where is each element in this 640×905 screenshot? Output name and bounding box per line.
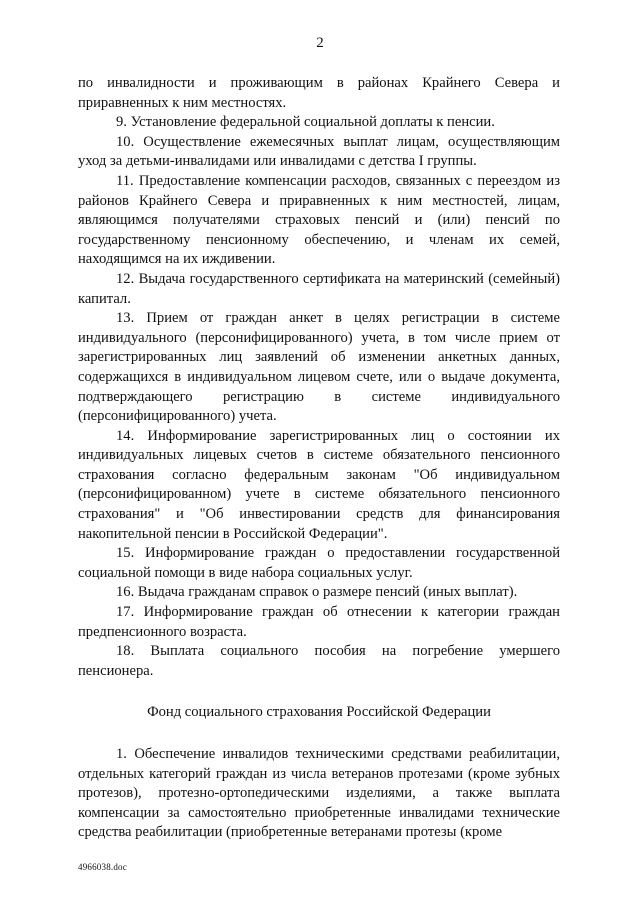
footer-file-code: 4966038.doc [78, 862, 127, 872]
paragraph: по инвалидности и проживающим в районах Крайнего Севера и приравненных к ним местностях. [78, 75, 560, 111]
paragraph: 18. Выплата социального пособия на погребение умершего пенсионера. [78, 643, 560, 679]
paragraph: 13. Прием от граждан анкет в целях регистрации в системе индивидуального (персонифицированного) учета, в том числе прием от зарегистрированных лиц заявлений об изменении анкетных данных, содержащихся в индивидуальном лицевом счете, или о выдаче документа, подтверждающего регистрацию в системе индивидуального (персонифицированного) учета. [78, 310, 560, 425]
paragraph: 17. Информирование граждан об отнесении к категории граждан предпенсионного возраста. [78, 604, 560, 640]
paragraph: 11. Предоставление компенсации расходов, связанных с переездом из районов Крайнего Севера и приравненных к ним местностей, лицам, являющимся получателями страховых пенсий и (или) пенсий по государственному пенсионному обеспечению, и членам их семей, находящимся на их иждивении. [78, 172, 560, 268]
section-title: Фонд социального страхования Российской Федерации [147, 704, 491, 721]
paragraph: 12. Выдача государственного сертификата на материнский (семейный) капитал. [78, 270, 560, 307]
paragraph: 16. Выдача гражданам справок о размере пенсий (иных выплат). [116, 584, 518, 601]
paragraphs-before-section [78, 74, 560, 681]
document-body [78, 74, 560, 843]
page-number: 2 [316, 35, 324, 51]
paragraphs-after-section [78, 745, 560, 843]
paragraph: 1. Обеспечение инвалидов техническими средствами реабилитации, отдельных категорий граждан из числа ветеранов протезами (кроме зубных протезов), протезно-ортопедическими изделиями, а также выплата компенсации за самостоятельно приобретенные инвалидами технические средства реабилитации (приобретенные ветеранами протезы (кроме [78, 746, 560, 841]
paragraph: 14. Информирование зарегистрированных лиц о состоянии их индивидуальных лицевых счетов в системе обязательного пенсионного страхования согласно федеральным законам "Об индивидуальном (персонифицированном) учете в системе обязательного пенсионного страхования" и "Об инвестировании средств для финансирования накопительной пенсии в Российской Федерации". [78, 427, 560, 542]
paragraph: 9. Установление федеральной социальной доплаты к пенсии. [116, 114, 495, 131]
paragraph: 15. Информирование граждан о предоставлении государственной социальной помощи в виде набора социальных услуг. [78, 545, 560, 581]
paragraph: 10. Осуществление ежемесячных выплат лицам, осуществляющим уход за детьми-инвалидами или инвалидами с детства I группы. [78, 133, 560, 170]
